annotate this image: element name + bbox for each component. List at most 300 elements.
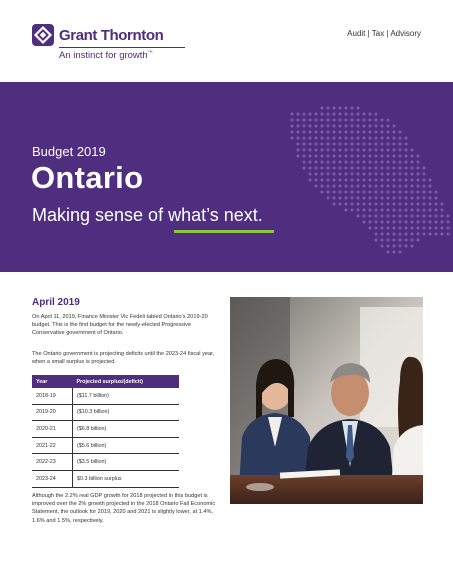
map-dot — [393, 125, 396, 128]
map-dot — [369, 191, 372, 194]
map-dot — [381, 185, 384, 188]
map-dot — [399, 239, 402, 242]
brand-tagline: An instinct for growth™ — [59, 50, 153, 62]
map-dot — [375, 149, 378, 152]
brand-name: Grant Thornton — [59, 27, 164, 44]
map-dot — [369, 149, 372, 152]
table-cell-year: 2020-21 — [32, 421, 72, 438]
map-dot — [369, 185, 372, 188]
map-dot — [363, 161, 366, 164]
map-dot — [405, 233, 408, 236]
map-dot — [303, 161, 306, 164]
map-dot — [387, 185, 390, 188]
map-dot — [369, 161, 372, 164]
map-dot — [405, 191, 408, 194]
map-dot — [357, 149, 360, 152]
map-dot — [345, 203, 348, 206]
map-dot — [405, 215, 408, 218]
map-dot — [435, 203, 438, 206]
map-dot — [333, 149, 336, 152]
map-dot — [435, 191, 438, 194]
map-dot — [405, 161, 408, 164]
map-dot — [357, 161, 360, 164]
map-dot — [393, 131, 396, 134]
map-dot — [363, 197, 366, 200]
map-dot — [435, 209, 438, 212]
map-dot — [357, 167, 360, 170]
map-dot — [315, 125, 318, 128]
map-dot — [411, 227, 414, 230]
map-dot — [387, 173, 390, 176]
map-dot — [303, 167, 306, 170]
map-dot — [357, 131, 360, 134]
map-dot — [345, 113, 348, 116]
map-dot — [357, 215, 360, 218]
map-dot — [333, 125, 336, 128]
map-dot — [405, 173, 408, 176]
map-dot — [375, 239, 378, 242]
map-dot — [333, 203, 336, 206]
map-dot — [447, 215, 450, 218]
map-dot — [393, 197, 396, 200]
map-dot — [333, 119, 336, 122]
table-header-row — [32, 375, 179, 388]
map-dot — [303, 149, 306, 152]
accent-underline — [174, 230, 274, 233]
map-dot — [297, 113, 300, 116]
grant-thornton-mark-icon — [32, 24, 54, 46]
map-dot — [357, 185, 360, 188]
map-dot — [351, 209, 354, 212]
map-dot — [369, 131, 372, 134]
map-dot — [369, 221, 372, 224]
map-dot — [357, 125, 360, 128]
map-dot — [387, 251, 390, 254]
map-dot — [411, 215, 414, 218]
map-dot — [327, 167, 330, 170]
map-dot — [387, 143, 390, 146]
map-dot — [393, 173, 396, 176]
map-dot — [417, 185, 420, 188]
map-dot — [351, 197, 354, 200]
map-dot — [393, 179, 396, 182]
map-dot — [381, 137, 384, 140]
map-dot — [357, 113, 360, 116]
page-header — [0, 0, 453, 82]
map-dot — [399, 155, 402, 158]
map-dot — [339, 149, 342, 152]
map-dot — [399, 167, 402, 170]
map-dot — [381, 173, 384, 176]
map-dot — [423, 167, 426, 170]
map-dot — [375, 125, 378, 128]
map-dot — [417, 197, 420, 200]
map-dot — [411, 197, 414, 200]
map-dot — [435, 233, 438, 236]
map-dot — [375, 137, 378, 140]
map-dot — [303, 137, 306, 140]
map-dot — [363, 131, 366, 134]
map-dot — [441, 227, 444, 230]
grant-thornton-logo[interactable] — [32, 24, 162, 64]
map-dot — [321, 137, 324, 140]
map-dot — [381, 203, 384, 206]
map-dot — [405, 227, 408, 230]
map-dot — [345, 209, 348, 212]
map-dot — [345, 185, 348, 188]
map-dot — [387, 215, 390, 218]
map-dot — [333, 167, 336, 170]
map-dot — [345, 155, 348, 158]
map-dot — [387, 137, 390, 140]
map-dot — [315, 149, 318, 152]
map-dot — [375, 179, 378, 182]
map-dot — [351, 185, 354, 188]
map-dot — [363, 221, 366, 224]
map-dot — [387, 161, 390, 164]
map-dot — [375, 191, 378, 194]
map-dot — [357, 203, 360, 206]
map-dot — [363, 167, 366, 170]
map-dot — [429, 221, 432, 224]
map-dot — [429, 215, 432, 218]
map-dot — [315, 131, 318, 134]
map-dot — [357, 197, 360, 200]
map-dot — [417, 221, 420, 224]
map-dot — [309, 113, 312, 116]
map-dot — [447, 221, 450, 224]
table-row — [32, 470, 179, 487]
map-dot — [393, 233, 396, 236]
map-dot — [429, 185, 432, 188]
map-dot — [399, 143, 402, 146]
map-dot — [357, 173, 360, 176]
map-dot — [351, 143, 354, 146]
map-dot — [399, 233, 402, 236]
map-dot — [381, 161, 384, 164]
map-dot — [381, 179, 384, 182]
map-dot — [381, 143, 384, 146]
map-dot — [351, 113, 354, 116]
map-dot — [303, 119, 306, 122]
page-subtitle: Making sense of what’s next. — [32, 205, 263, 225]
map-dot — [411, 233, 414, 236]
map-dot — [351, 149, 354, 152]
map-dot — [381, 245, 384, 248]
hero-banner — [0, 82, 453, 272]
map-dot — [309, 161, 312, 164]
map-dot — [399, 251, 402, 254]
map-dot — [405, 209, 408, 212]
map-dot — [399, 137, 402, 140]
map-dot — [363, 155, 366, 158]
map-dot — [393, 155, 396, 158]
map-dot — [351, 167, 354, 170]
map-dot — [309, 167, 312, 170]
map-dot — [381, 119, 384, 122]
map-dot — [369, 203, 372, 206]
table-cell-value: ($3.5 billion) — [72, 454, 179, 471]
map-dot — [393, 245, 396, 248]
map-dot — [429, 203, 432, 206]
map-dot — [315, 173, 318, 176]
map-dot — [447, 233, 450, 236]
map-dot — [393, 203, 396, 206]
map-dot — [369, 125, 372, 128]
table-cell-value: $0.3 billion surplus — [72, 470, 179, 487]
map-dot — [327, 113, 330, 116]
map-dot — [393, 251, 396, 254]
map-dot — [351, 203, 354, 206]
map-dot — [309, 137, 312, 140]
map-dot — [321, 149, 324, 152]
map-dot — [387, 209, 390, 212]
map-dot — [405, 185, 408, 188]
map-dot — [303, 131, 306, 134]
map-dot — [369, 113, 372, 116]
map-dot — [411, 245, 414, 248]
map-dot — [393, 215, 396, 218]
map-dot — [321, 107, 324, 110]
map-dot — [375, 155, 378, 158]
map-dot — [357, 143, 360, 146]
map-dot — [423, 173, 426, 176]
map-dot — [381, 215, 384, 218]
map-dot — [417, 227, 420, 230]
map-dot — [441, 203, 444, 206]
map-dot — [291, 137, 294, 140]
map-dot — [405, 149, 408, 152]
section-heading: April 2019 — [32, 297, 80, 308]
map-dot — [315, 113, 318, 116]
map-dot — [327, 149, 330, 152]
map-dot — [339, 167, 342, 170]
map-dot — [423, 191, 426, 194]
map-dot — [321, 161, 324, 164]
map-dot — [417, 191, 420, 194]
map-dot — [399, 209, 402, 212]
map-dot — [327, 143, 330, 146]
map-dot — [321, 131, 324, 134]
map-dot — [291, 131, 294, 134]
map-dot — [375, 197, 378, 200]
map-dot — [315, 137, 318, 140]
map-dot — [291, 113, 294, 116]
map-dot — [339, 155, 342, 158]
table-row — [32, 404, 179, 421]
map-dot — [351, 107, 354, 110]
map-dot — [351, 125, 354, 128]
logo-divider — [59, 47, 185, 48]
map-dot — [387, 239, 390, 242]
map-dot — [447, 227, 450, 230]
map-dot — [399, 185, 402, 188]
map-dot — [417, 209, 420, 212]
map-dot — [375, 119, 378, 122]
map-dot — [363, 149, 366, 152]
map-dot — [369, 119, 372, 122]
map-dot — [327, 131, 330, 134]
map-dot — [417, 173, 420, 176]
map-dot — [387, 179, 390, 182]
map-dot — [393, 227, 396, 230]
map-dot — [381, 227, 384, 230]
map-dot — [351, 191, 354, 194]
map-dot — [435, 215, 438, 218]
map-dot — [321, 155, 324, 158]
map-dot — [297, 149, 300, 152]
map-dot — [345, 197, 348, 200]
map-dot — [399, 221, 402, 224]
map-dot — [387, 227, 390, 230]
map-dot — [339, 131, 342, 134]
map-dot — [339, 185, 342, 188]
map-dot — [399, 203, 402, 206]
map-dot — [435, 227, 438, 230]
map-dot — [321, 113, 324, 116]
map-dot — [369, 179, 372, 182]
map-dot — [321, 119, 324, 122]
map-dot — [351, 137, 354, 140]
table-cell-year: 2023-24 — [32, 470, 72, 487]
map-dot — [309, 173, 312, 176]
map-dot — [369, 167, 372, 170]
table-row — [32, 454, 179, 471]
map-dot — [315, 167, 318, 170]
map-dot — [387, 149, 390, 152]
page-title: Ontario — [31, 160, 144, 195]
map-dot — [405, 155, 408, 158]
intro-paragraph: On April 11, 2019, Finance Minister Vic Fedeli tabled Ontario’s 2019-20 budget. This is the first budget for the newly-elected Progressive Conservative government of Ontario. — [32, 314, 208, 337]
map-dot — [351, 119, 354, 122]
map-dot — [345, 107, 348, 110]
map-dot — [363, 203, 366, 206]
map-dot — [411, 179, 414, 182]
map-dot — [405, 245, 408, 248]
map-dot — [321, 143, 324, 146]
map-dot — [375, 167, 378, 170]
map-dot — [375, 113, 378, 116]
map-dot — [435, 221, 438, 224]
map-dot — [381, 197, 384, 200]
map-dot — [423, 221, 426, 224]
map-dot — [339, 197, 342, 200]
table-row — [32, 388, 179, 404]
map-dot — [405, 179, 408, 182]
map-dot — [423, 227, 426, 230]
map-dot — [399, 161, 402, 164]
map-dot — [327, 161, 330, 164]
map-dot — [327, 137, 330, 140]
map-dot — [429, 179, 432, 182]
map-dot — [387, 167, 390, 170]
map-dot — [333, 137, 336, 140]
map-dot — [381, 221, 384, 224]
map-dot — [333, 143, 336, 146]
map-dot — [375, 221, 378, 224]
map-dot — [405, 143, 408, 146]
map-dot — [363, 209, 366, 212]
map-dot — [339, 137, 342, 140]
map-dot — [369, 143, 372, 146]
map-dot — [339, 173, 342, 176]
map-dot — [327, 197, 330, 200]
map-dot — [357, 209, 360, 212]
map-dot — [393, 209, 396, 212]
map-dot — [309, 119, 312, 122]
map-dot — [363, 113, 366, 116]
map-dot — [297, 137, 300, 140]
map-dot — [405, 203, 408, 206]
map-dot — [303, 125, 306, 128]
map-dot — [423, 185, 426, 188]
map-dot — [321, 191, 324, 194]
map-dot — [327, 179, 330, 182]
map-dot — [333, 191, 336, 194]
map-dot — [351, 161, 354, 164]
map-dot — [369, 227, 372, 230]
services-nav: Audit | Tax | Advisory — [347, 29, 421, 38]
business-meeting-photo — [230, 297, 423, 504]
map-dot — [345, 143, 348, 146]
map-dot — [423, 197, 426, 200]
map-dot — [393, 161, 396, 164]
table-cell-value: ($5.6 billion) — [72, 437, 179, 454]
map-dot — [351, 179, 354, 182]
map-dot — [291, 125, 294, 128]
table-cell-value: ($10.3 billion) — [72, 404, 179, 421]
map-dot — [393, 239, 396, 242]
map-dot — [315, 185, 318, 188]
table-cell-year: 2021-22 — [32, 437, 72, 454]
map-dot — [339, 107, 342, 110]
map-dot — [387, 221, 390, 224]
map-dot — [429, 191, 432, 194]
map-dot — [315, 143, 318, 146]
map-dot — [393, 221, 396, 224]
map-dot — [309, 179, 312, 182]
map-dot — [321, 179, 324, 182]
map-dot — [357, 119, 360, 122]
map-dot — [375, 209, 378, 212]
map-dot — [339, 125, 342, 128]
map-dot — [375, 143, 378, 146]
map-dot — [345, 191, 348, 194]
map-dot — [411, 221, 414, 224]
map-dot — [333, 173, 336, 176]
map-dot — [387, 131, 390, 134]
map-dot — [297, 155, 300, 158]
map-dot — [297, 143, 300, 146]
table-row — [32, 437, 179, 454]
map-dot — [333, 113, 336, 116]
map-dot — [321, 185, 324, 188]
map-dot — [321, 125, 324, 128]
map-dot — [417, 239, 420, 242]
map-dot — [375, 203, 378, 206]
map-dot — [393, 137, 396, 140]
projection-table — [32, 375, 179, 488]
map-dot — [297, 125, 300, 128]
map-dot — [381, 155, 384, 158]
map-dot — [297, 131, 300, 134]
outlook-paragraph: Although the 2.2% real GDP growth for 2018 projected in this budget is improved over the 2% growth projected in the 2018 Ontario Fall Economic Statement, the outlook for 2019, 2020 and 2021 is slightly lower, at 1.4%, 1.6% and 1.5%, respectively. — [32, 493, 216, 524]
map-dot — [411, 149, 414, 152]
map-dot — [381, 239, 384, 242]
map-dot — [417, 233, 420, 236]
map-dot — [429, 227, 432, 230]
map-dot — [375, 185, 378, 188]
